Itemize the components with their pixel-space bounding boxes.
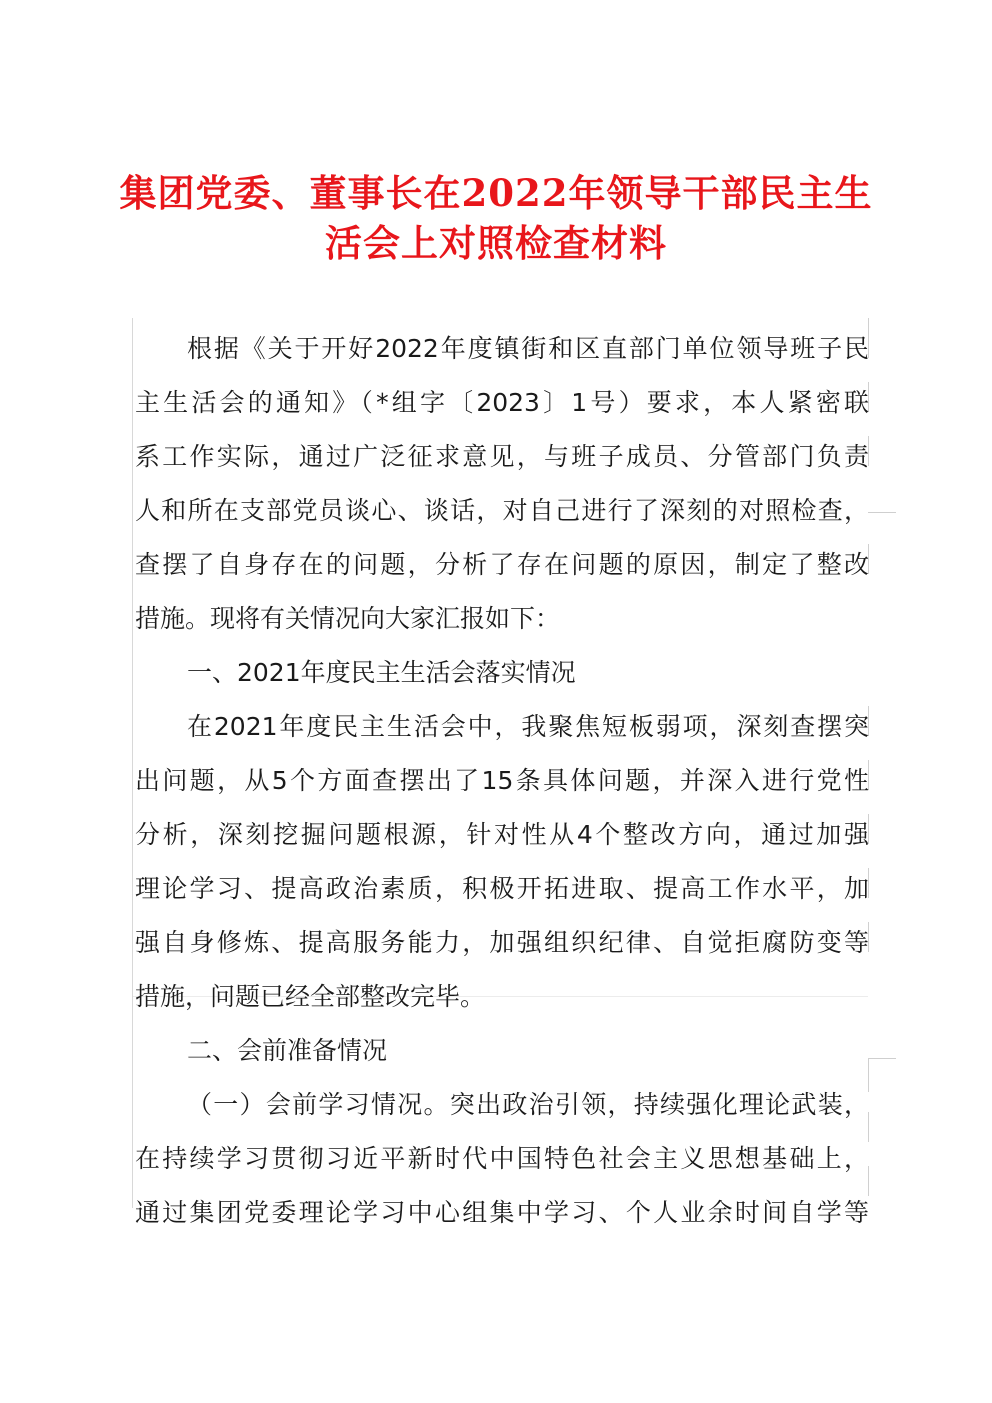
body-line: 系工作实际，通过广泛征求意见，与班子成员、分管部门负责 [135,442,869,471]
section-heading: 一、2021年度民主生活会落实情况 [187,658,576,687]
body-line: 措施。现将有关情况向大家汇报如下： [135,604,561,633]
body-line: 分析，深刻挖掘问题根源，针对性从4个整改方向，通过加强 [135,820,869,849]
title-line-1: 集团党委、董事长在2022年领导干部民主生 [119,171,873,215]
body-line: 通过集团党委理论学习中心组集中学习、个人业余时间自学等 [135,1198,869,1227]
body-line: 主生活会的通知》（*组字〔2023〕1号）要求，本人紧密联 [135,388,869,417]
body-line: 强自身修炼、提高服务能力，加强组织纪律、自觉拒腐防变等 [135,928,869,957]
section-heading: 二、会前准备情况 [187,1036,388,1065]
body-line: 人和所在支部党员谈心、谈话，对自己进行了深刻的对照检查， [135,496,869,525]
title-line-2: 活会上对照检查材料 [325,221,667,265]
body-line: 在2021年度民主生活会中，我聚焦短板弱项，深刻查摆突 [187,712,869,741]
document-body [133,322,869,1240]
body-line: 查摆了自身存在的问题，分析了存在问题的原因，制定了整改 [135,550,869,579]
body-line: 在持续学习贯彻习近平新时代中国特色社会主义思想基础上， [135,1144,869,1173]
body-line: 出问题，从5个方面查摆出了15条具体问题，并深入进行党性 [135,766,869,795]
body-line: （一）会前学习情况。突出政治引领，持续强化理论武装， [187,1090,869,1119]
body-line: 理论学习、提高政治素质，积极开拓进取、提高工作水平，加 [135,874,869,903]
right-guide-tick [868,512,896,513]
right-guide-tick [868,1058,896,1059]
body-line: 根据《关于开好2022年度镇街和区直部门单位领导班子民 [187,334,869,363]
body-line: 措施，问题已经全部整改完毕。 [135,982,486,1011]
document-title [110,168,882,268]
